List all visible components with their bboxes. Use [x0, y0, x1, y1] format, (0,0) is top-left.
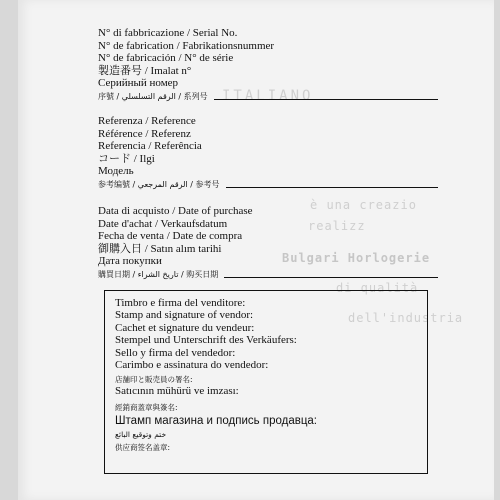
stamp-label-ar: ختم وتوقيع البائع — [115, 429, 167, 439]
purchase-label-cn-ar: 購買日期 / تاريخ الشراء / 购买日期 — [98, 269, 219, 279]
purchase-fill-line[interactable] — [98, 270, 438, 280]
show-through-text: dell'industria — [348, 311, 464, 325]
serial-label-fr-de: N° de fabrication / Fabrikationsnummer — [98, 39, 275, 52]
warranty-card-page — [18, 0, 494, 500]
stamp-label-en: Stamp and signature of vendor: — [115, 309, 254, 322]
serial-label-cn-ar: 序號 / الرقم التسلسلي / 系列号 — [98, 91, 208, 101]
reference-label-ru: Модель — [98, 165, 134, 177]
serial-label-jp-tr: 製造番号 / Imalat n° — [98, 64, 192, 77]
vendor-stamp-box[interactable] — [104, 290, 428, 474]
stamp-label-jp: 店舗印と販売員の署名: — [115, 375, 193, 385]
show-through-title: ITALIANO — [222, 88, 314, 104]
reference-label-jp-tr: コード / Ilgi — [98, 152, 155, 165]
stamp-label-tr: Satıcının mühürü ve imzası: — [115, 385, 239, 398]
reference-label-it-en: Referenza / Reference — [98, 115, 196, 127]
purchase-label-jp-tr: 御購入日 / Satın alım tarihi — [98, 242, 222, 255]
stamp-label-it: Timbro e firma del venditore: — [115, 297, 246, 309]
serial-label-ru: Серийный номер — [98, 77, 179, 89]
purchase-label-ru: Дата покупки — [98, 255, 162, 267]
stamp-label-de: Stempel und Unterschrift des Verkäufers: — [115, 334, 297, 347]
purchase-date-section — [98, 205, 438, 280]
reference-label-fr-de: Référence / Referenz — [98, 127, 191, 140]
reference-fill-line[interactable] — [98, 180, 438, 190]
show-through-text: è una creazio — [310, 198, 417, 212]
reference-label-cn-ar: 参考编號 / الرقم المرجعي / 参考号 — [98, 179, 220, 189]
serial-fill-line[interactable] — [98, 92, 438, 102]
reference-input-rule[interactable] — [226, 187, 439, 188]
reference-section — [98, 115, 438, 190]
stamp-label-pt: Carimbo e assinatura do vendedor: — [115, 359, 269, 372]
show-through-text: realizz — [308, 219, 366, 233]
serial-input-rule[interactable] — [214, 99, 438, 100]
serial-label-it-en: N° di fabbricazione / Serial No. — [98, 27, 238, 39]
purchase-label-fr-de: Date d'achat / Verkaufsdatum — [98, 217, 228, 230]
purchase-label-it-en: Data di acquisto / Date of purchase — [98, 205, 253, 217]
serial-number-section — [98, 27, 438, 102]
stamp-label-es: Sello y firma del vendedor: — [115, 346, 236, 359]
stamp-label-ru: Штамп магазина и подпись продавца: — [115, 414, 317, 427]
show-through-text: Bulgari Horlogerie — [282, 251, 431, 265]
serial-label-es-pt: N° de fabricación / N° de série — [98, 52, 234, 64]
stamp-label-tw: 經銷商蓋章與簽名: — [115, 402, 178, 412]
stamp-label-cn: 供应商签名盖章: — [115, 442, 171, 452]
purchase-label-es-pt: Fecha de venta / Date de compra — [98, 230, 243, 242]
show-through-text: di qualità — [336, 281, 419, 295]
reference-label-es-pt: Referencia / Referência — [98, 140, 202, 152]
stamp-label-fr: Cachet et signature du vendeur: — [115, 321, 255, 334]
purchase-input-rule[interactable] — [224, 277, 438, 278]
